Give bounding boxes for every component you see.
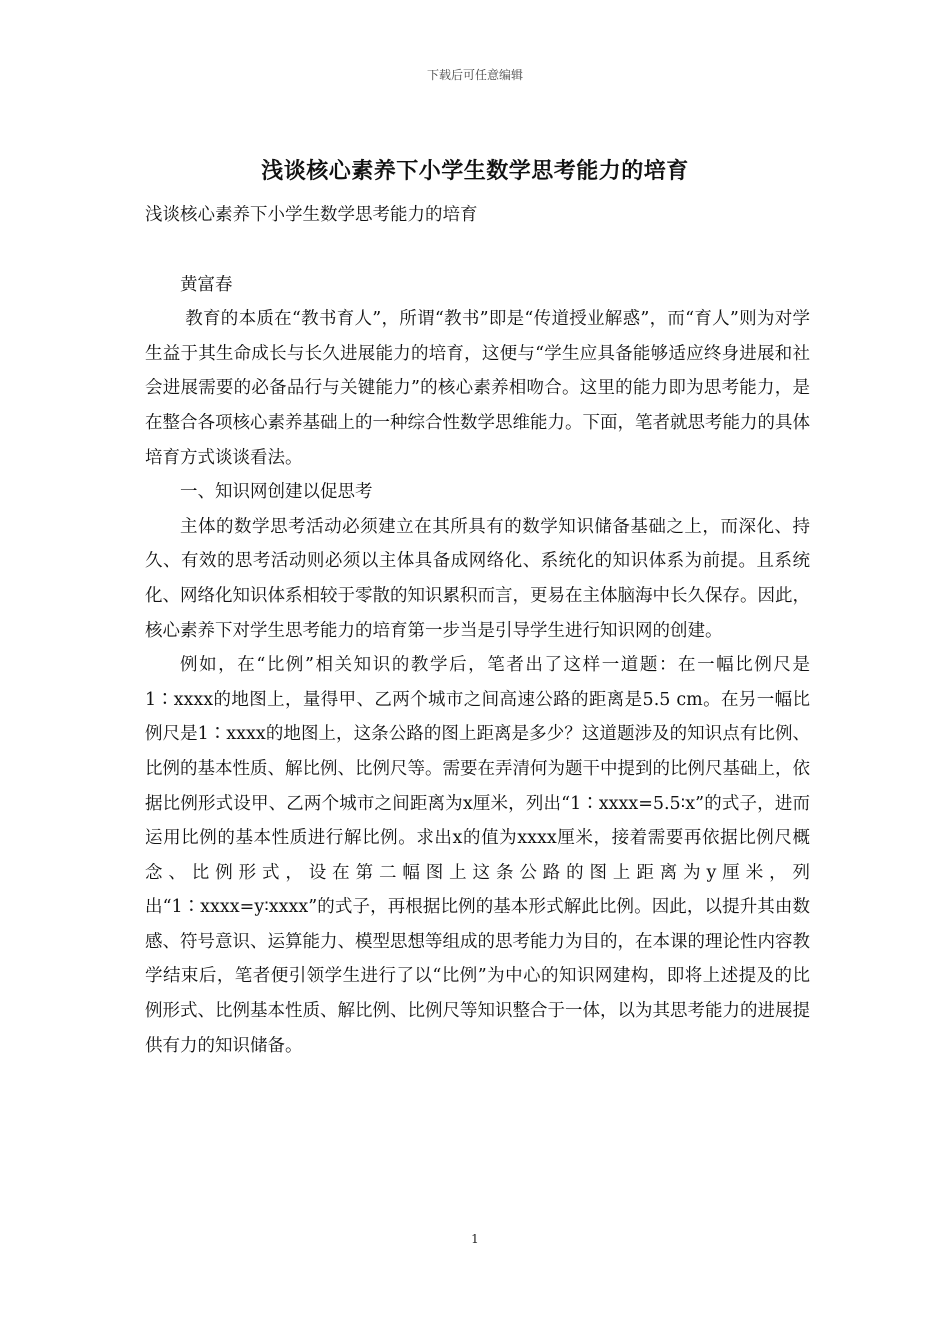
document-subtitle: 浅谈核心素养下小学生数学思考能力的培育 [145,205,478,225]
document-body [145,198,810,1063]
document-title: 浅谈核心素养下小学生数学思考能力的培育 [261,159,689,184]
page-number: 1 [471,1232,479,1246]
page-header: 下载后可任意编辑 [426,68,523,82]
section-heading: 一、知识网创建以促思考 [180,482,373,503]
paragraph-intro: 教育的本质在“教书育人”，所谓“教书”即是“传道授业解惑”，而“育人”则为对学生益于其生命成长与长久进展能力的培育，这便与“学生应具备能够适应终身进展和社会进展需要的必备品行与关键能力”的核心素养相吻合。这里的能力即为思考能力，是在整合各项核心素养基础上的一种综合性数学思维能力。下面，笔者就思考能力的具体培育方式谈谈看法。 [145,309,810,468]
author-name: 黄富春 [180,274,233,295]
paragraph-example: 例如，在“比例”相关知识的教学后，笔者出了这样一道题：在一幅比例尺是1∶xxxx的地图上，量得甲、乙两个城市之间高速公路的距离是5.5 cm。在另一幅比例尺是1∶xxxx的地图上，这条公路的图上距离是多少？这道题涉及的知识点有比例、比例的基本性质、解比例、比例尺等。需要在弄清何为题干中提到的比例尺基础上，依据比例形式设甲、乙两个城市之间距离为x厘米，列出“1∶xxxx=5.5∶x”的式子，进而运用比例的基本性质进行解比例。求出x的值为xxxx厘米，接着需要再依据比例尺概念、比例形式，设在第二幅图上这条公路的图上距离为y厘米，列出“1∶xxxx=y∶xxxx”的式子，再根据比例的基本形式解此比例。因此，以提升其由数感、符号意识、运算能力、模型思想等组成的思考能力为目的，在本课的理论性内容教学结束后，笔者便引领学生进行了以“比例”为中心的知识网建构，即将上述提及的比例形式、比例基本性质、解比例、比例尺等知识整合于一体，以为其思考能力的进展提供有力的知识储备。 [145,655,810,1056]
blank-line [145,233,810,268]
paragraph-knowledge-network: 主体的数学思考活动必须建立在其所具有的数学知识储备基础之上，而深化、持久、有效的思考活动则必须以主体具备成网络化、系统化的知识体系为前提。且系统化、网络化知识体系相较于零散的知识累积而言，更易在主体脑海中长久保存。因此，核心素养下对学生思考能力的培育第一步当是引导学生进行知识网的创建。 [145,516,810,641]
